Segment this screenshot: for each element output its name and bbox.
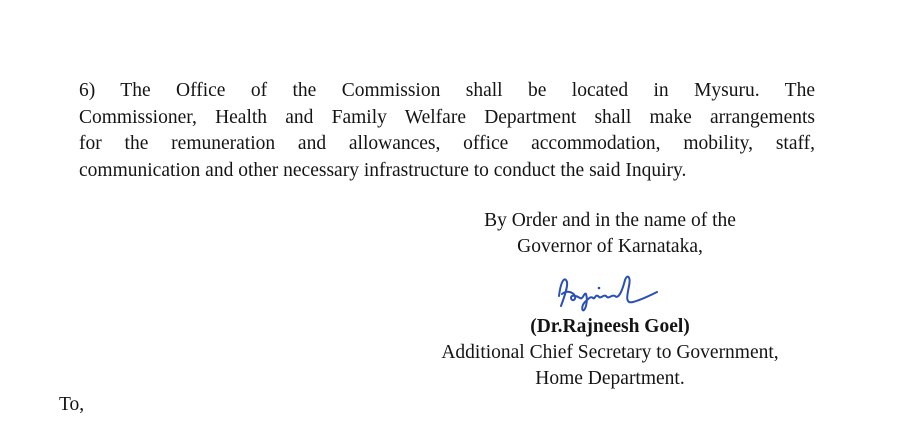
body-paragraph — [79, 78, 815, 184]
paragraph-line: Commissioner, Health and Family Welfare Department shall make arrangements — [79, 106, 815, 128]
signatory-name: (Dr.Rajneesh Goel) — [530, 316, 690, 337]
addressee-label: To, — [59, 394, 85, 415]
paragraph-line: for the remuneration and allowances, office accommodation, mobility, staff, — [79, 133, 815, 154]
paragraph-line: communication and other necessary infrastructure to conduct the said Inquiry. — [79, 159, 687, 181]
paragraph-line: 6) The Office of the Commission shall be located in Mysuru. The — [79, 80, 815, 101]
order-line-1: By Order and in the name of the — [484, 210, 736, 231]
signatory-department: Home Department. — [535, 368, 685, 389]
order-line-2: Governor of Karnataka, — [517, 236, 703, 257]
signatory-designation: Additional Chief Secretary to Government, — [441, 342, 779, 363]
handwritten-signature — [553, 270, 663, 314]
